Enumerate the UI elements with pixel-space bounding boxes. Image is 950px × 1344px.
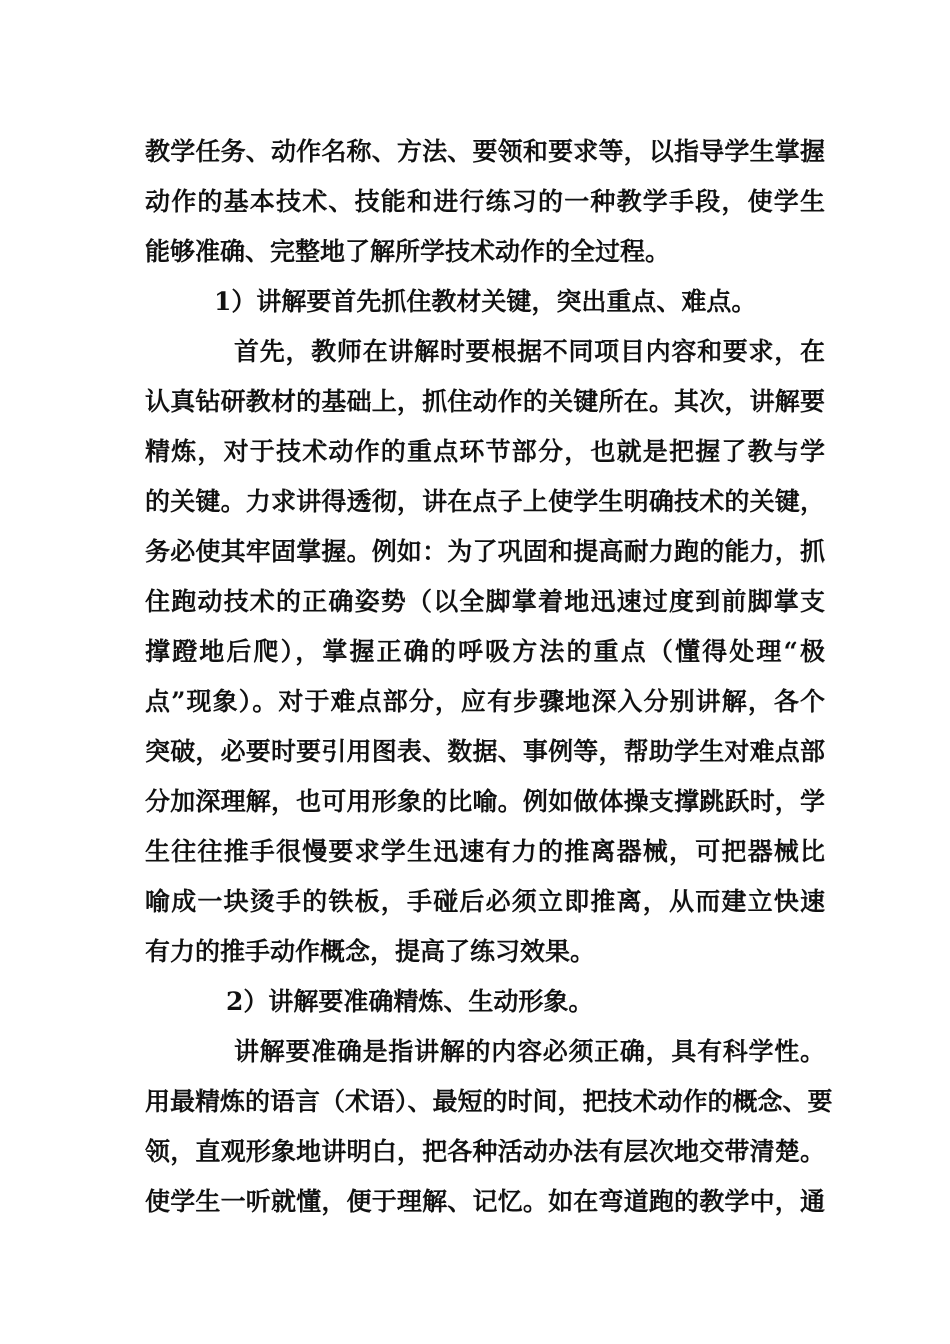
paragraph-start: 讲解要准确是指讲解的内容必须正确，具有科学性。 bbox=[234, 1037, 825, 1066]
text-line: 生往往推手很慢要求学生迅速有力的推离器械，可把器械比 bbox=[145, 837, 825, 866]
text-line: 点”现象）。对于难点部分，应有步骤地深入分别讲解，各个 bbox=[145, 687, 825, 716]
text-line: 有力的推手动作概念，提高了练习效果。 bbox=[145, 937, 596, 966]
text-line: 能够准确、完整地了解所学技术动作的全过程。 bbox=[145, 237, 671, 266]
section-heading-2: 2）讲解要准确精炼、生动形象。 bbox=[226, 987, 594, 1016]
text-line: 认真钻研教材的基础上，抓住动作的关键所在。其次，讲解要 bbox=[145, 387, 825, 416]
text-line: 务必使其牢固掌握。例如：为了巩固和提高耐力跑的能力，抓 bbox=[145, 537, 825, 566]
text-line: 领，直观形象地讲明白，把各种活动办法有层次地交带清楚。 bbox=[145, 1137, 825, 1166]
paragraph-start: 首先，教师在讲解时要根据不同项目内容和要求，在 bbox=[234, 337, 825, 366]
text-line: 使学生一听就懂，便于理解、记忆。如在弯道跑的教学中，通 bbox=[145, 1187, 825, 1216]
text-line: 突破，必要时要引用图表、数据、事例等，帮助学生对难点部 bbox=[145, 737, 825, 766]
text-line: 喻成一块烫手的铁板，手碰后必须立即推离，从而建立快速 bbox=[145, 887, 825, 916]
text-line: 精炼，对于技术动作的重点环节部分，也就是把握了教与学 bbox=[145, 437, 825, 466]
text-line: 住跑动技术的正确姿势（以全脚掌着地迅速过度到前脚掌支 bbox=[145, 587, 825, 616]
text-line: 教学任务、动作名称、方法、要领和要求等，以指导学生掌握 bbox=[145, 137, 825, 166]
text-line: 的关键。力求讲得透彻，讲在点子上使学生明确技术的关键， bbox=[145, 487, 825, 516]
section-heading-1: 1）讲解要首先抓住教材关键，突出重点、难点。 bbox=[214, 287, 757, 316]
text-line: 用最精炼的语言（术语）、最短的时间，把技术动作的概念、要 bbox=[145, 1087, 833, 1116]
text-line: 撑蹬地后爬），掌握正确的呼吸方法的重点（懂得处理“极 bbox=[145, 637, 825, 666]
text-line: 动作的基本技术、技能和进行练习的一种教学手段，使学生 bbox=[145, 187, 825, 216]
text-line: 分加深理解，也可用形象的比喻。例如做体操支撑跳跃时，学 bbox=[145, 787, 825, 816]
